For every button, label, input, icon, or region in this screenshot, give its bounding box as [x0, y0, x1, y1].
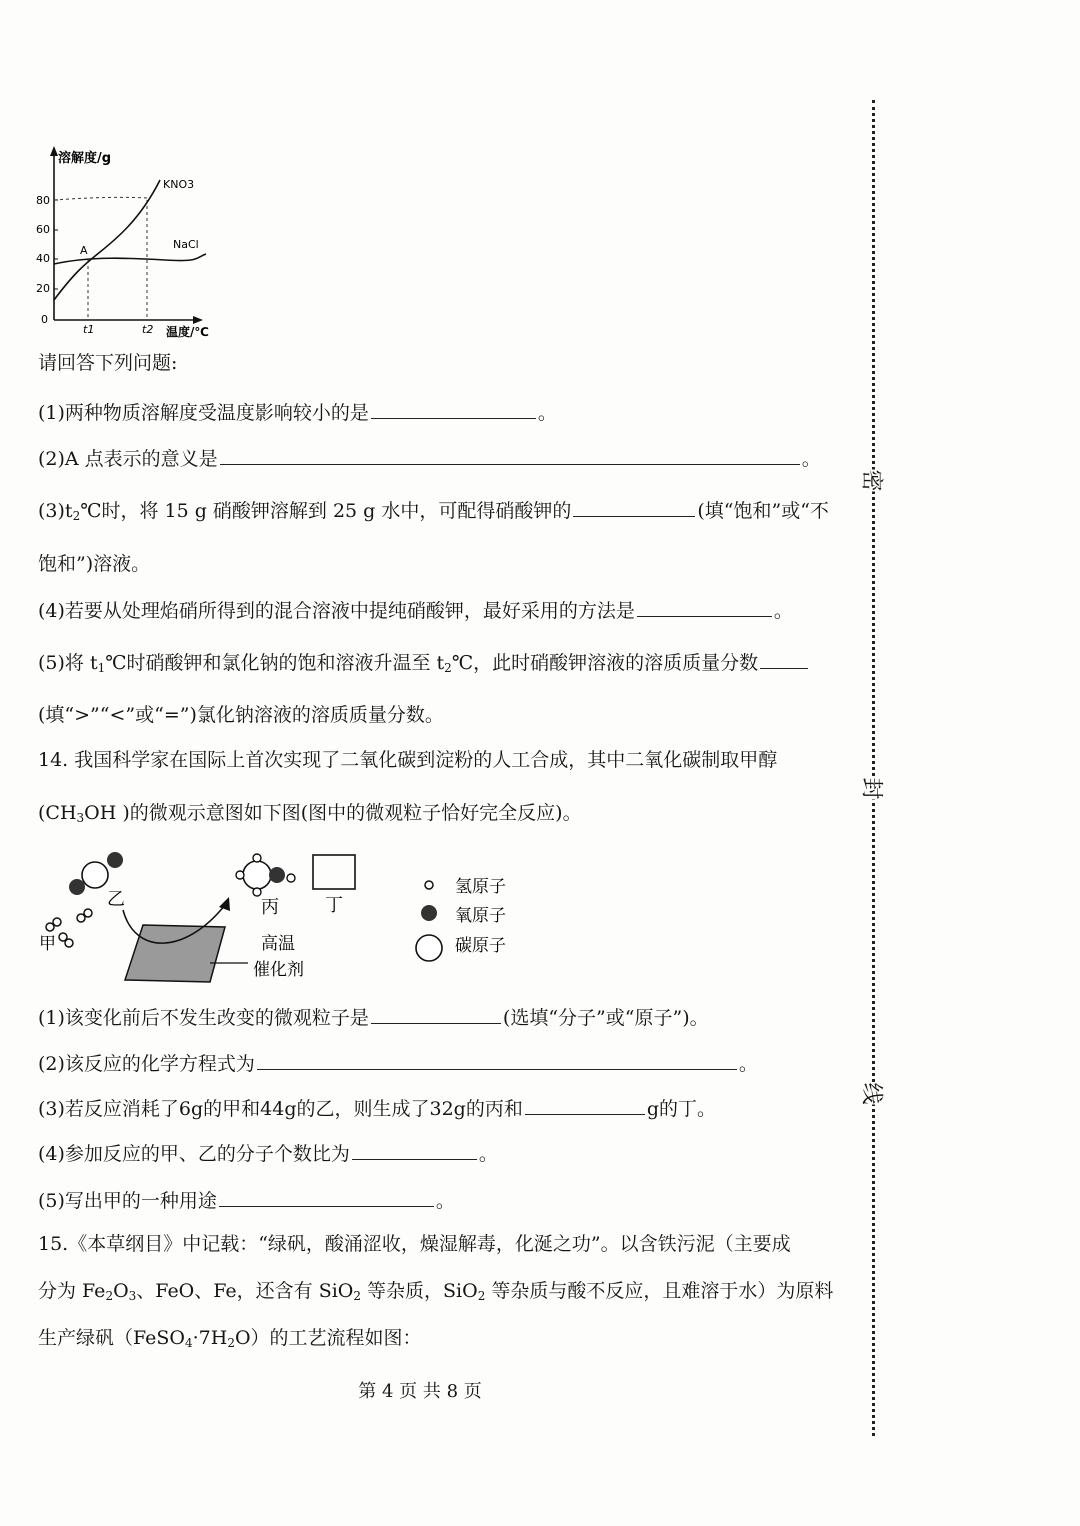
yi-label: 乙: [107, 889, 125, 910]
q13-part5: (5)将 $t_1℃$时硝酸钾和氯化钠的饱和溶液升温至 $t_2℃$，此时硝酸钾溶液的溶质质量分数: [38, 650, 810, 680]
kno3-label: KNO3: [163, 178, 195, 191]
bing-molecule: [236, 854, 295, 896]
x-axis-arrow: [193, 316, 203, 324]
q13-intro: 请回答下列问题:: [38, 352, 178, 374]
hydrogen-legend-icon: [425, 881, 433, 889]
y-tick-label: 40: [36, 252, 50, 265]
answer-blank[interactable]: [257, 1051, 737, 1070]
margin-word-mi: 密: [855, 469, 892, 491]
nacl-label: NaCl: [173, 238, 199, 251]
q13-part5-cont: (填“>”“<”或“=”)氯化钠溶液的溶质质量分数。: [38, 704, 444, 726]
dashed-line-80: [54, 197, 148, 200]
oxygen-legend-icon: [421, 905, 437, 921]
q13-part4: (4)若要从处理焰硝所得到的混合溶液中提纯硝酸钾，最好采用的方法是 。: [38, 600, 793, 622]
binding-dotted-line: [872, 100, 875, 1436]
q13-part3-cont: 饱和”)溶液。: [38, 553, 151, 575]
q14-title-cont: ($CH_3OH$ )的微观示意图如下图(图中的微观粒子恰好完全反应)。: [38, 802, 582, 825]
q15-line3: 生产绿矾$(FeSO_4\cdot 7H_2O)$的工艺流程如图：: [38, 1327, 422, 1350]
q15-line2: 分为 $Fe_2O_3$、FeO、Fe，还含有 SiO$_2$ 等杂质，SiO$_2$ 等杂质与酸不反应，且难溶于水）为原料: [38, 1280, 834, 1303]
q14-part2: (2)该反应的化学方程式为 。: [38, 1053, 758, 1075]
micro-diagram: [35, 845, 535, 995]
answer-blank[interactable]: [637, 598, 772, 617]
margin-word-xian: 线: [855, 1082, 892, 1104]
q13-part1: (1)两种物质溶解度受温度影响较小的是 。: [38, 402, 557, 424]
condition-high-temp: 高温: [261, 934, 295, 954]
answer-blank[interactable]: [525, 1096, 645, 1115]
nacl-curve: [54, 254, 206, 264]
x-axis-label: 温度/℃: [166, 325, 209, 339]
q13-part3: $(3)t_2℃$时，将 15 g 硝酸钾溶解到 25 g 水中，可配得硝酸钾的 (填“饱和”或“不: [38, 500, 829, 523]
jia-label: 甲: [39, 934, 56, 954]
q14-part3: (3)若反应消耗了6g的甲和44g的乙，则生成了32g的丙和 g的丁。: [38, 1098, 717, 1120]
legend-oxygen: 氧原子: [455, 906, 506, 926]
y-tick-label: 20: [36, 282, 50, 295]
y-axis-arrow: [50, 146, 58, 156]
q14-part4: (4)参加反应的甲、乙的分子个数比为 。: [38, 1143, 498, 1165]
q13-part2: (2)A 点表示的意义是 。: [38, 448, 821, 470]
q14-part1: (1)该变化前后不发生改变的微观粒子是 (选填“分子”或“原子”)。: [38, 1007, 709, 1029]
legend-carbon: 碳原子: [455, 936, 506, 956]
x-tick-label: t2: [142, 323, 154, 336]
answer-blank[interactable]: [573, 498, 695, 517]
catalyst-plate: [125, 925, 225, 982]
y-axis-label: 溶解度/g: [58, 151, 112, 166]
legend-hydrogen: 氢原子: [455, 877, 506, 897]
y-tick-label: 0: [41, 313, 48, 326]
answer-blank[interactable]: [220, 446, 800, 465]
carbon-legend-icon: [416, 935, 442, 961]
answer-blank[interactable]: [371, 400, 536, 419]
page-number: 第 4 页 共 8 页: [358, 1381, 482, 1402]
answer-blank[interactable]: [219, 1188, 434, 1207]
q14-title: 14. 我国科学家在国际上首次实现了二氧化碳到淀粉的人工合成，其中二氧化碳制取甲醇: [38, 749, 778, 771]
point-a-label: A: [80, 244, 88, 257]
answer-blank[interactable]: [371, 1005, 501, 1024]
bing-label: 丙: [261, 897, 279, 918]
solubility-graph: [30, 140, 230, 345]
arrowhead: [219, 897, 230, 911]
kno3-curve: [54, 180, 160, 300]
ding-label: 丁: [325, 895, 343, 916]
y-tick-label: 80: [36, 194, 50, 207]
q14-part5: (5)写出甲的一种用途 。: [38, 1190, 455, 1212]
q15-line1: 15.《本草纲目》中记载：“绿矾，酸涌涩收，燥湿解毒，化涎之功”。以含铁污泥（主要成: [38, 1233, 791, 1255]
x-tick-label: t1: [83, 323, 95, 336]
answer-blank[interactable]: [352, 1141, 477, 1160]
condition-catalyst: 催化剂: [253, 960, 304, 980]
ding-box: [313, 855, 355, 889]
y-tick-label: 60: [36, 223, 50, 236]
margin-word-feng: 封: [855, 777, 892, 799]
answer-blank[interactable]: [760, 650, 808, 669]
